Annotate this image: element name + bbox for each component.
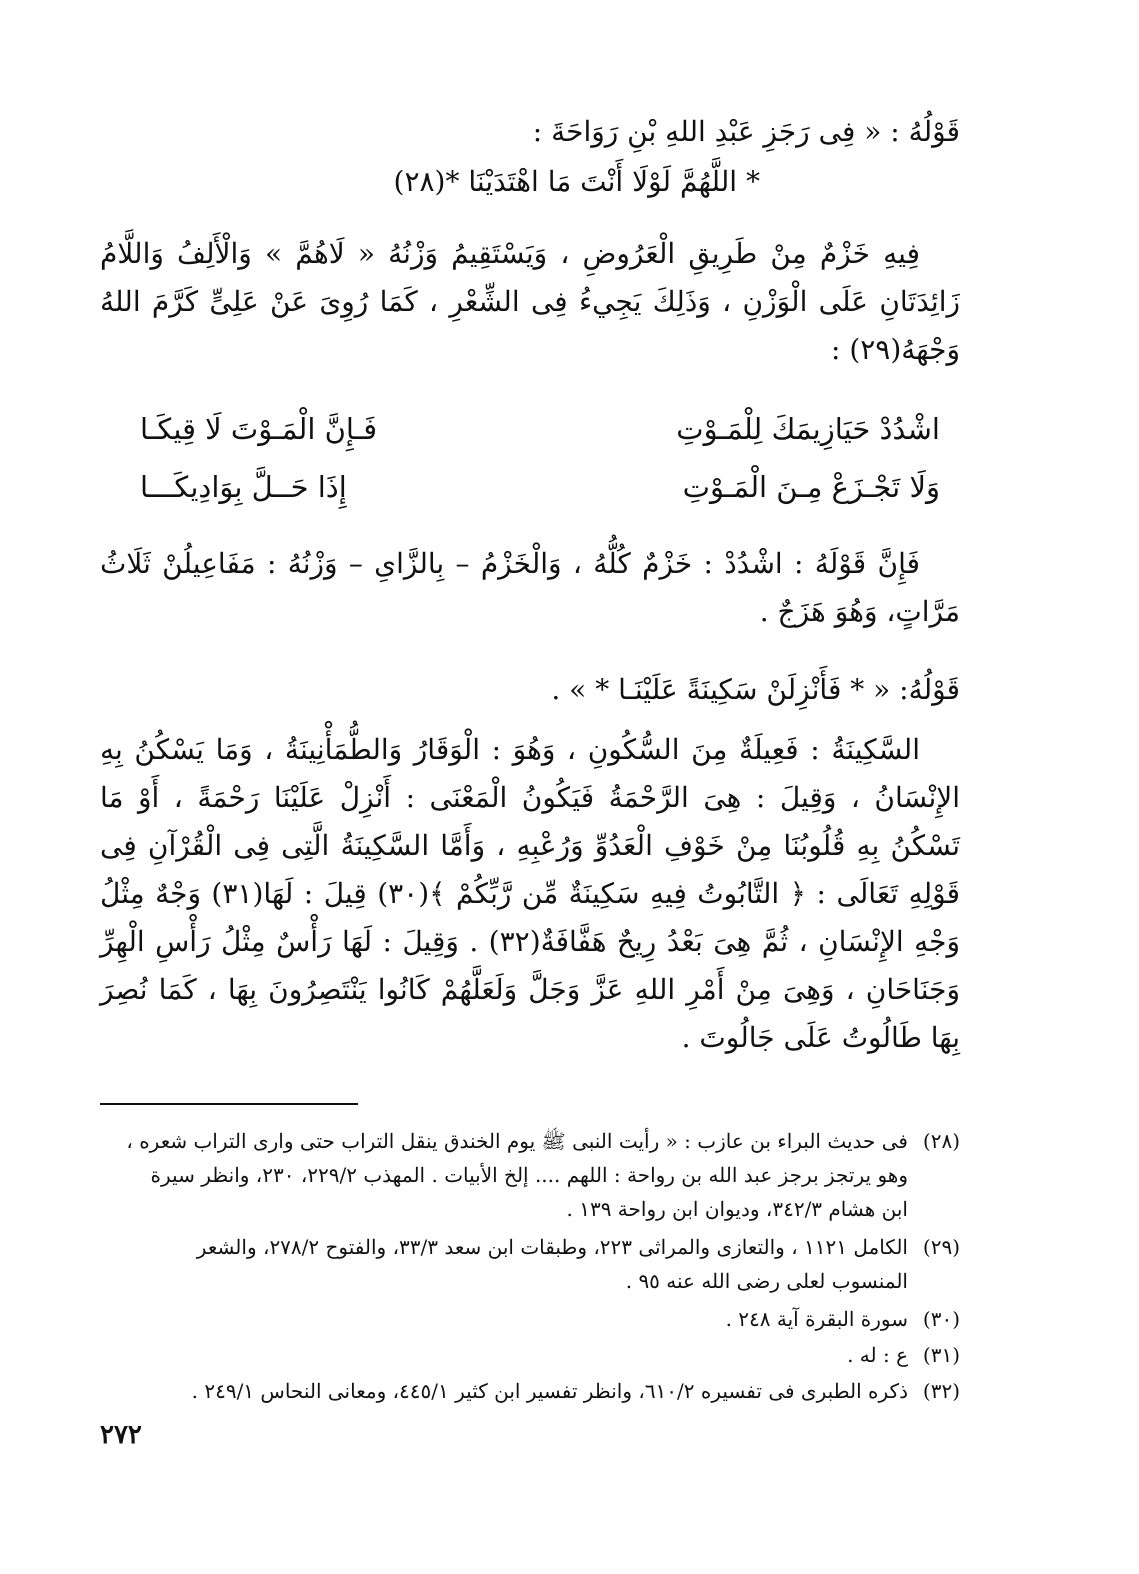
footnote-29 xyxy=(100,1230,960,1298)
verse-2-first-hemistich: وَلَا تَجْـزَعْ مِـنَ الْمَـوْتِ xyxy=(682,470,940,504)
footnote-30 xyxy=(100,1302,960,1336)
footnote-text: وهو يرتجز برجز عبد الله بن رواحة : اللهم .... إلخ الأبيات . المهذب ٢٢٩/٢، ٢٣٠، وانظر سيرة xyxy=(150,1163,908,1187)
footnote-number: (٣٢) xyxy=(922,1379,960,1403)
footnote-number: (٢٨) xyxy=(922,1129,960,1153)
paragraph-1: فِيهِ خَزْمٌ مِنْ طَرِيقِ الْعَرُوضِ ، وَيَسْتَقِيمُ وَزْنُهُ « لَاهُمَّ » وَالْأَلِفُ وَاللَّامُ زَائِدَتَانِ عَلَى الْوَزْنِ ، وَذَلِكَ يَجِيءُ فِى الشِّعْرِ ، كَمَا رُوِىَ عَنْ عَلِىٍّ كَرَّمَ اللهُ وَجْهَهُ(٢٩) : xyxy=(100,237,960,366)
verse-2-second-hemistich: إِذَا حَــلَّ بِوَادِيكَـــا xyxy=(140,470,347,504)
paragraph-3: قَوْلُهُ: « * فَأَنْزِلَنْ سَكِينَةً عَلَيْنَـا * » . xyxy=(551,673,960,706)
page-number: ٢٧٢ xyxy=(100,1420,142,1450)
footnote-text: فى حديث البراء بن عازب : « رأيت النبى ﷺ يوم الخندق ينقل التراب حتى وارى التراب شعره ، xyxy=(126,1129,908,1153)
footnote-separator xyxy=(100,1103,358,1105)
footnote-number: (٣٠) xyxy=(922,1307,960,1331)
verse-1-second-hemistich: فَـإِنَّ الْمَـوْتَ لَا قِيكَـا xyxy=(140,412,378,446)
footnote-text: ع : له . xyxy=(847,1343,908,1367)
paragraph-4: السَّكِينَةُ : فَعِيلَةٌ مِنَ السُّكُونِ ، وَهُوَ : الْوَقَارُ وَالطُّمَأْنِينَةُ ، وَمَا يَسْكُنُ بِهِ الإِنْسَانُ ، وَقِيلَ : هِىَ الرَّحْمَةُ فَيَكُونُ الْمَعْنَى : أَنْزِلْ عَلَيْنَا رَحْمَةً ، أَوْ مَا تَسْكُنُ بِهِ قُلُوبُنَا مِنْ خَوْفِ الْعَدُوِّ وَرُعْبِهِ ، وَأَمَّا السَّكِينَةُ الَّتِى فِى الْقُرْآنِ فِى قَوْلِهِ تَعَالَى : ﴿ التَّابُوتُ فِيهِ سَكِينَةٌ مِّن رَّبِّكُمْ ﴾(٣٠) قِيلَ : لَهَا(٣١) وَجْهٌ مِثْلُ وَجْهِ الإِنْسَانِ ، ثُمَّ هِىَ بَعْدُ رِيحٌ هَفَّافَةٌ(٣٢) . وَقِيلَ : لَهَا رَأْسٌ مِثْلُ رَأْسِ الْهِرِّ وَجَنَاحَانِ ، وَهِىَ مِنْ أَمْرِ اللهِ عَزَّ وَجَلَّ وَلَعَلَّهُمْ كَانُوا يَنْتَصِرُونَ بِهَا ، كَمَا نُصِرَ بِهَا طَالُوتُ عَلَى جَالُوتَ . xyxy=(100,733,961,1054)
footnote-31 xyxy=(100,1338,960,1372)
footnote-text: الكامل ١١٢١ ، والتعازى والمراثى ٢٢٣، وطبقات ابن سعد ٣٣/٣، والفتوح ٢٧٨/٢، والشعر xyxy=(196,1235,908,1259)
footnote-28 xyxy=(100,1124,960,1226)
footnote-text: ابن هشام ٣٤٢/٣، وديوان ابن رواحة ١٣٩ . xyxy=(566,1197,908,1221)
footnote-32 xyxy=(100,1374,960,1408)
book-page xyxy=(100,100,960,1500)
footnote-text: المنسوب لعلى رضى الله عنه ٩٥ . xyxy=(625,1269,908,1293)
quoted-verse-line: * اللَّهُمَّ لَوْلَا أَنْتَ مَا اهْتَدَيْنَا *(٢٨) xyxy=(393,165,760,198)
footnote-text: سورة البقرة آية ٢٤٨ . xyxy=(725,1307,908,1331)
footnote-text: ذكره الطبرى فى تفسيره ٦١٠/٢، وانظر تفسير ابن كثير ٤٤٥/١، ومعانى النحاس ٢٤٩/١ . xyxy=(191,1379,908,1403)
heading-line-1: قَوْلُهُ : « فِى رَجَزِ عَبْدِ اللهِ بْنِ رَوَاحَةَ : xyxy=(532,115,960,148)
paragraph-2: فَإِنَّ قَوْلَهُ : اشْدُدْ : خَزْمٌ كُلُّهُ ، وَالْخَزْمُ – بِالزَّاىِ – وَزْنُهُ : مَفَاعِيلُنْ ثَلَاثُ مَرَّاتٍ، وَهُوَ هَزَجٌ . xyxy=(100,547,960,628)
footnote-number: (٢٩) xyxy=(922,1235,960,1259)
verse-line-1 xyxy=(140,412,940,458)
verse-1-first-hemistich: اشْدُدْ حَيَازِيمَكَ لِلْمَـوْتِ xyxy=(676,412,940,446)
footnote-number: (٣١) xyxy=(922,1343,960,1367)
verse-line-2 xyxy=(140,470,940,516)
